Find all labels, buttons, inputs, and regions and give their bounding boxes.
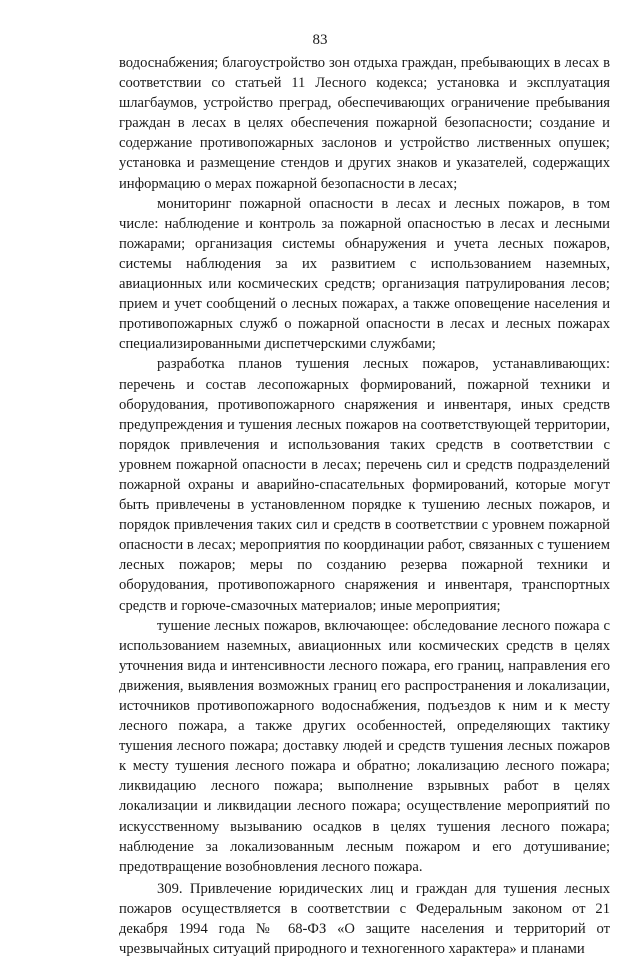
page-number: 83 [312, 32, 328, 48]
paragraph-water-supply-continuation: водоснабжения; благоустройство зон отдыха граждан, пребывающих в лесах в соответствии со статьей 11 Лесного кодекса; установка и эксплуатация шлагбаумов, устройство преград, обеспечивающих ограничение пребывания граждан в лесах в целях обеспечения пожарной безопасности; создание и содержание противопожарных заслонов и устройство лиственных опушек; установка и размещение стендов и других знаков и указателей, содержащих информацию о мерах пожарной безопасности в лесах; [119, 55, 610, 192]
document-body [119, 53, 610, 959]
paragraph-item-309: 309. Привлечение юридических лиц и граждан для тушения лесных пожаров осуществляется в соответствии с Федеральным законом от 21 декабря 1994 года № 68-ФЗ «О защите населения и территорий от чрезвычайных ситуаций природного и техногенного характера» и планами [119, 880, 610, 958]
paragraph-fire-monitoring: мониторинг пожарной опасности в лесах и лесных пожаров, в том числе: наблюдение и контроль за пожарной опасностью в лесах и лесными пожарами; организация системы обнаружения и учета лесных пожаров, системы наблюдения за их развитием с использованием наземных, авиационных или космических средств; организация патрулирования лесов; прием и учет сообщений о лесных пожарах, а также оповещение населения и противопожарных служб о пожарной опасности в лесах и лесных пожарах специализированными диспетчерскими службами; [119, 195, 610, 353]
paragraph-firefighting-plans: разработка планов тушения лесных пожаров, устанавливающих: перечень и состав лесопожарных формирований, пожарной техники и оборудования, противопожарного снаряжения и инвентаря, иных средств предупреждения и тушения лесных пожаров на соответствующей территории, порядок привлечения и использования таких средств в соответствии с уровнем пожарной опасности в лесах; перечень сил и средств подразделений пожарной охраны и аварийно-спасательных формирований, которые могут быть привлечены в установленном порядке к тушению лесных пожаров, и порядок привлечения таких сил и средств в соответствии с уровнем пожарной опасности в лесах; мероприятия по координации работ, связанных с тушением лесных пожаров; меры по созданию резерва пожарной техники и оборудования, противопожарного снаряжения и инвентаря, транспортных средств и горюче-смазочных материалов; иные мероприятия; [119, 356, 610, 614]
paragraph-fire-suppression: тушение лесных пожаров, включающее: обследование лесного пожара с использованием наземных, авиационных или космических средств в целях уточнения вида и интенсивности лесного пожара, его границ, направления его движения, выявления возможных границ его распространения и локализации, источников противопожарного водоснабжения, подъездов к ним и к месту лесного пожара, а также других особенностей, определяющих тактику тушения лесного пожара; доставку людей и средств тушения лесных пожаров к месту тушения лесного пожара и обратно; локализацию лесного пожара; ликвидацию лесного пожара; выполнение взрывных работ в целях локализации и ликвидации лесного пожара; осуществление мероприятий по искусственному вызыванию осадков в целях тушения лесного пожара; наблюдение за локализованным лесным пожаром и его дотушивание; предотвращение возобновления лесного пожара. [119, 617, 610, 875]
